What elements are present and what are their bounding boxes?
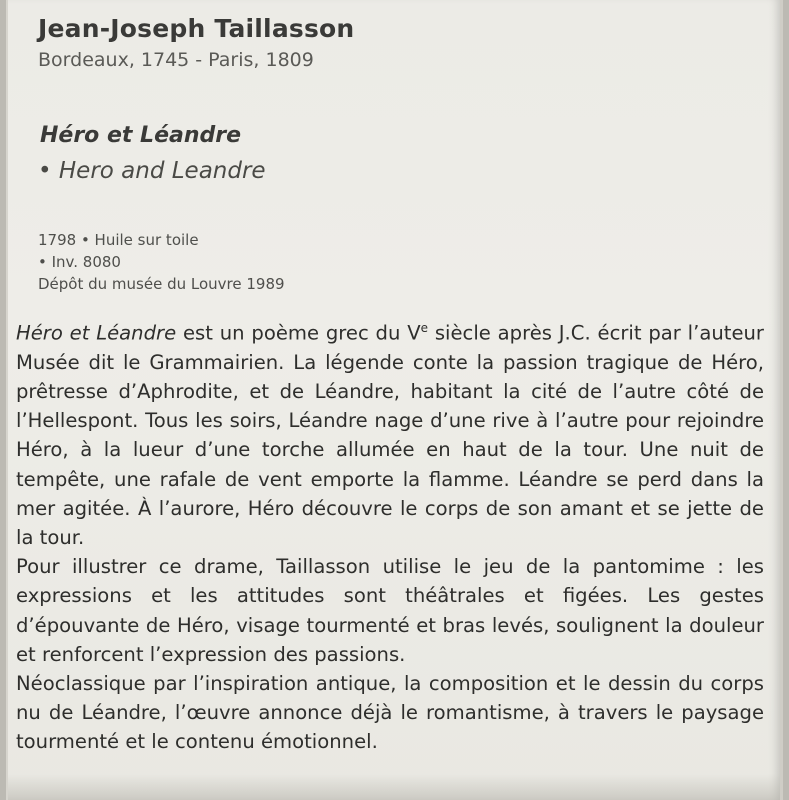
artwork-title-english: • Hero and Leandre (38, 158, 266, 184)
description-paragraph-3: Néoclassique par l’inspiration antique, la composition et le dessin du corps nu de Léandre, l’œuvre annonce déjà le romantisme, à travers le paysage tourmenté et le contenu émotionnel. (16, 671, 764, 754)
artwork-title-french: Héro et Léandre (40, 123, 242, 148)
bottom-shadow (8, 774, 780, 800)
artist-origin: Bordeaux, 1745 - Paris, 1809 (38, 49, 314, 71)
description-paragraph-2: Pour illustrer ce drame, Taillasson utilise le jeu de la pantomime : les expressions et les attitudes sont théâtrales et figées. Les gestes d’épouvante de Héro, visage tourmenté et bras levés, soulignent la douleur et renforcent l’expression des passions. (16, 555, 764, 666)
museum-label-card (6, 0, 783, 800)
artist-name: Jean-Joseph Taillasson (38, 14, 355, 43)
description-text (16, 314, 764, 757)
paragraph-1-body: siècle après J.C. écrit par l’auteur Musée dit le Grammairien. La légende conte la passion tragique de Héro, prêtresse d’Aphrodite, et de Léandre, habitant la cité de l’autre côté de l’Hellespont. Tous les soirs, Léandre nage d’une rive à l’autre pour rejoindre Héro, à la lueur d’une torche allumée en haut de la tour. Une nuit de tempête, une rafale de vent emporte la flamme. Léandre se perd dans la mer agitée. À l’aurore, Héro découvre le corps de son amant et se jette de la tour. (16, 321, 764, 549)
poem-title: Héro et Léandre (16, 321, 177, 345)
century-superscript: e (420, 321, 429, 335)
inventory-number: • Inv. 8080 (38, 253, 121, 271)
deposit-note: Dépôt du musée du Louvre 1989 (38, 275, 285, 293)
date-medium: 1798 • Huile sur toile (38, 231, 199, 249)
paragraph-1-intro: est un poème grec du V (176, 321, 421, 345)
description-paragraph-1 (16, 314, 764, 552)
